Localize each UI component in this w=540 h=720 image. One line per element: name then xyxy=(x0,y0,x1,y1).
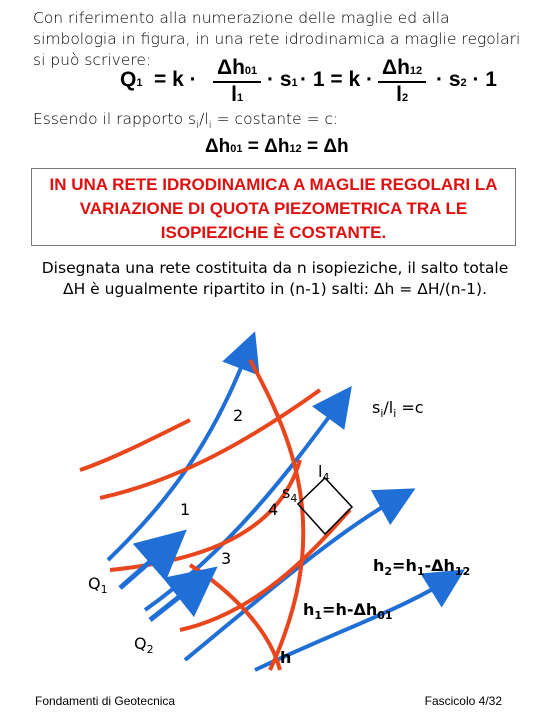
s4-l4-square xyxy=(298,478,352,534)
dh-equation: Δh01 = Δh12 = Δh xyxy=(205,136,349,157)
paragraph-text: Disegnata una rete costituita da n isopieziche, il salto totale ΔH è ugualmente ripartito in (n-1) salti: Δh = ΔH/(n-1). xyxy=(41,259,509,298)
footer-left: Fondamenti di Geotecnica xyxy=(35,694,176,708)
label-h1: $h_1=h-\Delta h_{01}$ xyxy=(303,600,393,623)
label-2: 2 xyxy=(233,406,244,425)
label-s4: $s_4$ xyxy=(282,483,298,506)
formula-fraction-1: $\frac{\Delta h01}{l1}$ xyxy=(213,56,261,107)
intro-text: Con riferimento alla numerazione delle maglie ed alla simbologia in figura, in una rete idrodinamica a maglie regolari si può scrivere: xyxy=(33,9,521,69)
ratio-text: Essendo il rapporto $s_i/l_i$ = costante = c: xyxy=(33,110,339,132)
label-h: h xyxy=(280,648,292,667)
formula-lhs: Q1 xyxy=(120,68,143,91)
formula-eq: = k · xyxy=(154,68,197,91)
formula-fraction-2: $\frac{\Delta h12}{l2}$ xyxy=(378,56,426,107)
label-1: 1 xyxy=(180,500,191,519)
flow-line-3 xyxy=(185,498,398,660)
highlight-box: IN UNA RETE IDRODINAMICA A MAGLIE REGOLARI LA VARIAZIONE DI QUOTA PIEZOMETRICA TRA LE ISOPIEZICHE È COSTANTE. xyxy=(31,168,516,246)
formula-term-1: · s1 xyxy=(267,68,298,91)
label-q2: $Q_2$ xyxy=(134,634,154,657)
label-4: 4 xyxy=(268,500,279,519)
flow-formula xyxy=(120,56,497,108)
label-q1: $Q_1$ xyxy=(88,574,108,597)
equipotential-1 xyxy=(80,420,190,470)
flow-line-1 xyxy=(108,350,248,560)
formula-mid: · 1 = k · xyxy=(300,68,373,91)
label-h2: $h_2=h_1-\Delta h_{12}$ xyxy=(373,556,471,579)
label-l4: $l_4$ xyxy=(318,462,330,485)
footer-right: Fascicolo 4/32 xyxy=(424,694,502,708)
label-3: 3 xyxy=(221,549,232,568)
label-si-li: $s_i/l_i =c$ xyxy=(372,398,424,421)
formula-tail: · s2 · 1 xyxy=(436,68,497,91)
flow-line-2 xyxy=(145,402,340,610)
